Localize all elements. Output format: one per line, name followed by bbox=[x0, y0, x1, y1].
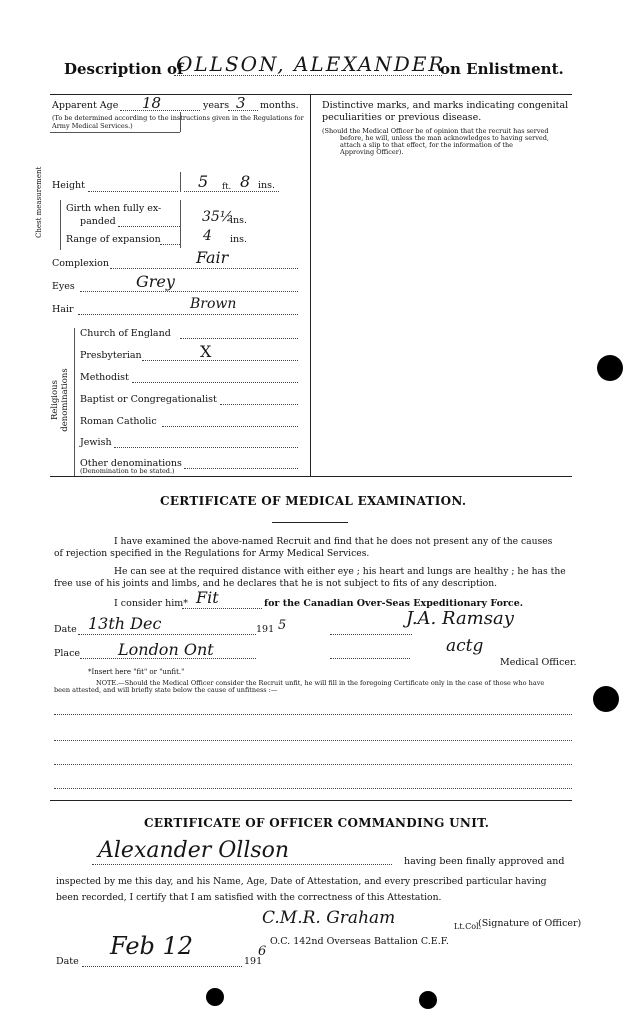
medical-officer-label: Medical Officer. bbox=[500, 657, 577, 668]
insert-note: *Insert here "fit" or "unfit." bbox=[88, 668, 185, 676]
consider-prefix: I consider him* bbox=[114, 598, 189, 609]
age-note: (To be determined according to the instructions given in the Regulations for Army Medical Services.) bbox=[52, 114, 304, 130]
commanding-year-value: 6 bbox=[258, 944, 267, 959]
marks-note-3: attach a slip to that effect, for the information of the bbox=[340, 141, 513, 149]
commanding-date-value: Feb 12 bbox=[110, 932, 194, 960]
religion-item-presbyterian: Presbyterian bbox=[80, 350, 142, 361]
title-suffix: on Enlistment. bbox=[440, 60, 564, 78]
medical-para2-line1: He can see at the required distance with either eye ; his heart and lungs are healthy ; he has the bbox=[114, 566, 566, 577]
girth-unit: ins. bbox=[230, 215, 248, 226]
medical-year-value: 5 bbox=[278, 618, 287, 633]
expansion-value: 4 bbox=[203, 228, 212, 244]
marks-note-2: before, he will, unless the man acknowledges to having served, bbox=[340, 134, 549, 142]
expansion-label: Range of expansion bbox=[66, 234, 161, 245]
expansion-unit: ins. bbox=[230, 234, 248, 245]
other-denomination-note: (Denomination to be stated.) bbox=[80, 467, 175, 475]
medical-note-line2: been attested, and will briefly state below the cause of unfitness :— bbox=[54, 686, 278, 694]
chest-measurement-label: Chest measurement bbox=[35, 166, 43, 238]
religion-item-jewish: Jewish bbox=[80, 437, 112, 448]
religion-item-church-of-england: Church of England bbox=[80, 328, 171, 339]
medical-officer-title: actg bbox=[446, 636, 484, 656]
medical-year-printed: 191 bbox=[256, 624, 275, 635]
girth-label-1: Girth when fully ex- bbox=[66, 203, 162, 214]
age-months-value: 3 bbox=[236, 94, 246, 112]
marks-heading-2: peculiarities or previous disease. bbox=[322, 112, 482, 123]
presbyterian-mark: X bbox=[200, 342, 212, 361]
document-title bbox=[64, 60, 183, 78]
commanding-line3: been recorded, I certify that I am satisfied with the correctness of this Attestation. bbox=[56, 892, 442, 903]
eyes-value: Grey bbox=[136, 272, 175, 291]
height-label: Height bbox=[52, 180, 85, 191]
religious-denominations-label: Religious denominations bbox=[50, 368, 70, 432]
punch-hole bbox=[206, 988, 224, 1006]
punch-hole bbox=[419, 991, 437, 1009]
religion-item-baptist: Baptist or Congregationalist bbox=[80, 394, 217, 405]
commanding-certificate-heading: CERTIFICATE OF OFFICER COMMANDING UNIT. bbox=[144, 816, 490, 830]
hair-value: Brown bbox=[190, 296, 237, 312]
commanding-date-label: Date bbox=[56, 956, 79, 967]
religion-item-other: Other denominations bbox=[80, 458, 182, 469]
consider-suffix: for the Canadian Over-Seas Expeditionary Force. bbox=[264, 598, 524, 609]
religion-item-methodist: Methodist bbox=[80, 372, 129, 383]
medical-place-label: Place bbox=[54, 648, 81, 659]
medical-date-value: 13th Dec bbox=[88, 614, 162, 633]
marks-note-1: (Should the Medical Officer be of opinion that the recruit has served bbox=[322, 127, 549, 135]
medical-para1-line1: I have examined the above-named Recruit and find that he does not present any of the causes bbox=[114, 536, 553, 547]
commanding-year-printed: 191 bbox=[244, 956, 263, 967]
medical-place-value: London Ont bbox=[118, 640, 214, 659]
medical-certificate-heading: CERTIFICATE OF MEDICAL EXAMINATION. bbox=[160, 494, 467, 508]
marks-heading-1: Distinctive marks, and marks indicating congenital bbox=[322, 100, 569, 111]
age-years-value: 18 bbox=[142, 94, 162, 112]
medical-officer-signature: J.A. Ramsay bbox=[406, 608, 514, 629]
commanding-line2: inspected by me this day, and his Name, Age, Date of Attestation, and every prescribed particular having bbox=[56, 876, 547, 887]
recruit-name: OLLSON, ALEXANDER bbox=[176, 52, 446, 76]
months-label: months. bbox=[260, 100, 299, 111]
hair-label: Hair bbox=[52, 304, 74, 315]
girth-label-2: panded bbox=[80, 216, 116, 227]
medical-para1-line2: of rejection specified in the Regulations for Army Medical Services. bbox=[54, 548, 370, 559]
title-prefix: Description of bbox=[64, 60, 184, 78]
eyes-label: Eyes bbox=[52, 281, 75, 292]
ins-label: ins. bbox=[258, 180, 276, 191]
girth-value: 35½ bbox=[202, 209, 234, 225]
medical-date-label: Date bbox=[54, 624, 77, 635]
complexion-value: Fair bbox=[196, 248, 229, 267]
height-inches-value: 8 bbox=[240, 172, 251, 191]
medical-note-line1: NOTE.—Should the Medical Officer consider the Recruit unfit, he will fill in the foregoing Certificate only in the case of those who have bbox=[96, 679, 545, 687]
religion-item-roman-catholic: Roman Catholic bbox=[80, 416, 157, 427]
recruit-signature-name: Alexander Ollson bbox=[98, 838, 290, 863]
height-feet-value: 5 bbox=[198, 172, 209, 191]
age-label: Apparent Age bbox=[52, 100, 119, 111]
commanding-officer-rank: Lt.Col. bbox=[454, 922, 482, 931]
medical-para2-line2: free use of his joints and limbs, and he declares that he is not subject to fits of any description. bbox=[54, 578, 498, 589]
complexion-label: Complexion bbox=[52, 258, 109, 269]
ft-label: ft. bbox=[222, 182, 232, 192]
commanding-officer-signature: C.M.R. Graham bbox=[262, 908, 396, 928]
punch-hole bbox=[597, 355, 623, 381]
commanding-unit: O.C. 142nd Overseas Battalion C.E.F. bbox=[270, 936, 449, 947]
marks-note-4: Approving Officer). bbox=[340, 148, 404, 156]
fitness-value: Fit bbox=[196, 588, 219, 607]
punch-hole bbox=[593, 686, 619, 712]
years-label: years bbox=[203, 100, 230, 111]
signature-of-officer-label: (Signature of Officer) bbox=[478, 918, 582, 929]
commanding-line1-suffix: having been finally approved and bbox=[404, 856, 565, 867]
